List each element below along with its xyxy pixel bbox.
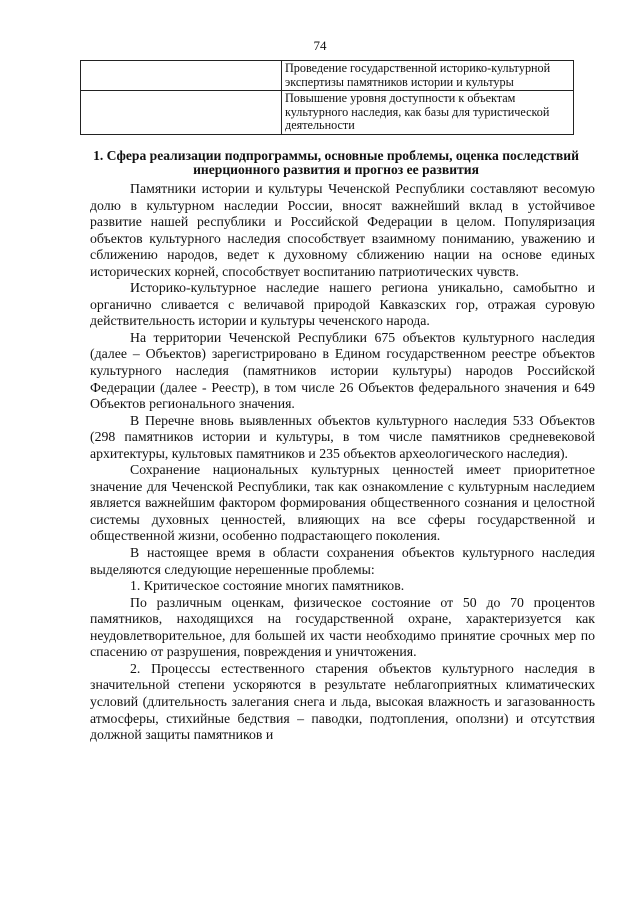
table-cell-empty [81, 91, 282, 135]
paragraph: Историко-культурное наследие нашего региона уникально, самобытно и органично сливается с величавой природой Кавказских гор, отражая суровую действительность истории и культуры чеченского народа. [90, 280, 595, 329]
measures-table [80, 60, 574, 135]
table-row [81, 61, 574, 91]
table-row [81, 91, 574, 135]
paragraph: На территории Чеченской Республики 675 объектов культурного наследия (далее – Объектов) зарегистрировано в Едином государственном реестре объектов культурного наследия (памятников истории культуры) народов Российской Федерации (далее - Реестр), в том числе 26 Объектов федерального значения и 649 Объектов регионального значения. [90, 329, 595, 412]
paragraph: Сохранение национальных культурных ценностей имеет приоритетное значение для Чеченской Республики, так как ознакомление с культурным наследием является важнейшим фактором формирования общественного сознания и целостной системы духовных ценностей, влияющих на все сферы государственной и общественной жизни, особенно подрастающего поколения. [90, 462, 595, 544]
page-number: 74 [313, 38, 327, 53]
paragraph: В настоящее время в области сохранения объектов культурного наследия выделяются следующие нерешенные проблемы: [90, 545, 595, 577]
paragraph: В Перечне вновь выявленных объектов культурного наследия 533 Объектов (298 памятников истории и культуры, в том числе памятников средневековой архитектуры, культовых памятников и 235 объектов археологического наследия). [90, 412, 595, 461]
table-cell-measure: Проведение государственной историко-культурной экспертизы памятников истории и культуры [282, 61, 574, 91]
section-heading: 1. Сфера реализации подпрограммы, основные проблемы, оценка последствий инерционного развития и прогноз ее развития [93, 148, 579, 177]
table-cell-empty [81, 61, 282, 91]
section-body [90, 181, 595, 744]
list-item: 1. Критическое состояние многих памятников. [130, 578, 405, 594]
paragraph: По различным оценкам, физическое состояние от 50 до 70 процентов памятников, находящихся на государственной охране, характеризуется как неудовлетворительное, для большей их части необходимо принятие срочных мер по спасению от разрушения, повреждения и уничтожения. [90, 594, 595, 660]
list-item: 2. Процессы естественного старения объектов культурного наследия в значительной степени ускоряются в результате неблагоприятных климатических условий (длительность залегания снега и льда, высокая влажность и загазованность атмосферы, стихийные бедствия – паводки, подтопления, оползни) и отсутствия должной защиты памятников и [90, 660, 595, 743]
table-cell-measure: Повышение уровня доступности к объектам культурного наследия, как базы для туристической деятельности [282, 91, 574, 135]
paragraph: Памятники истории и культуры Чеченской Республики составляют весомую долю в культурном наследии России, вносят важнейший вклад в устойчивое развитие нашей республики и Российской Федерации в целом. Популяризация объектов культурного наследия способствует взаимному пониманию, уважению и сближению народов, ведет к духовному сближению нации на основе единых исторических корней, способствует воспитанию патриотических чувств. [90, 181, 595, 279]
